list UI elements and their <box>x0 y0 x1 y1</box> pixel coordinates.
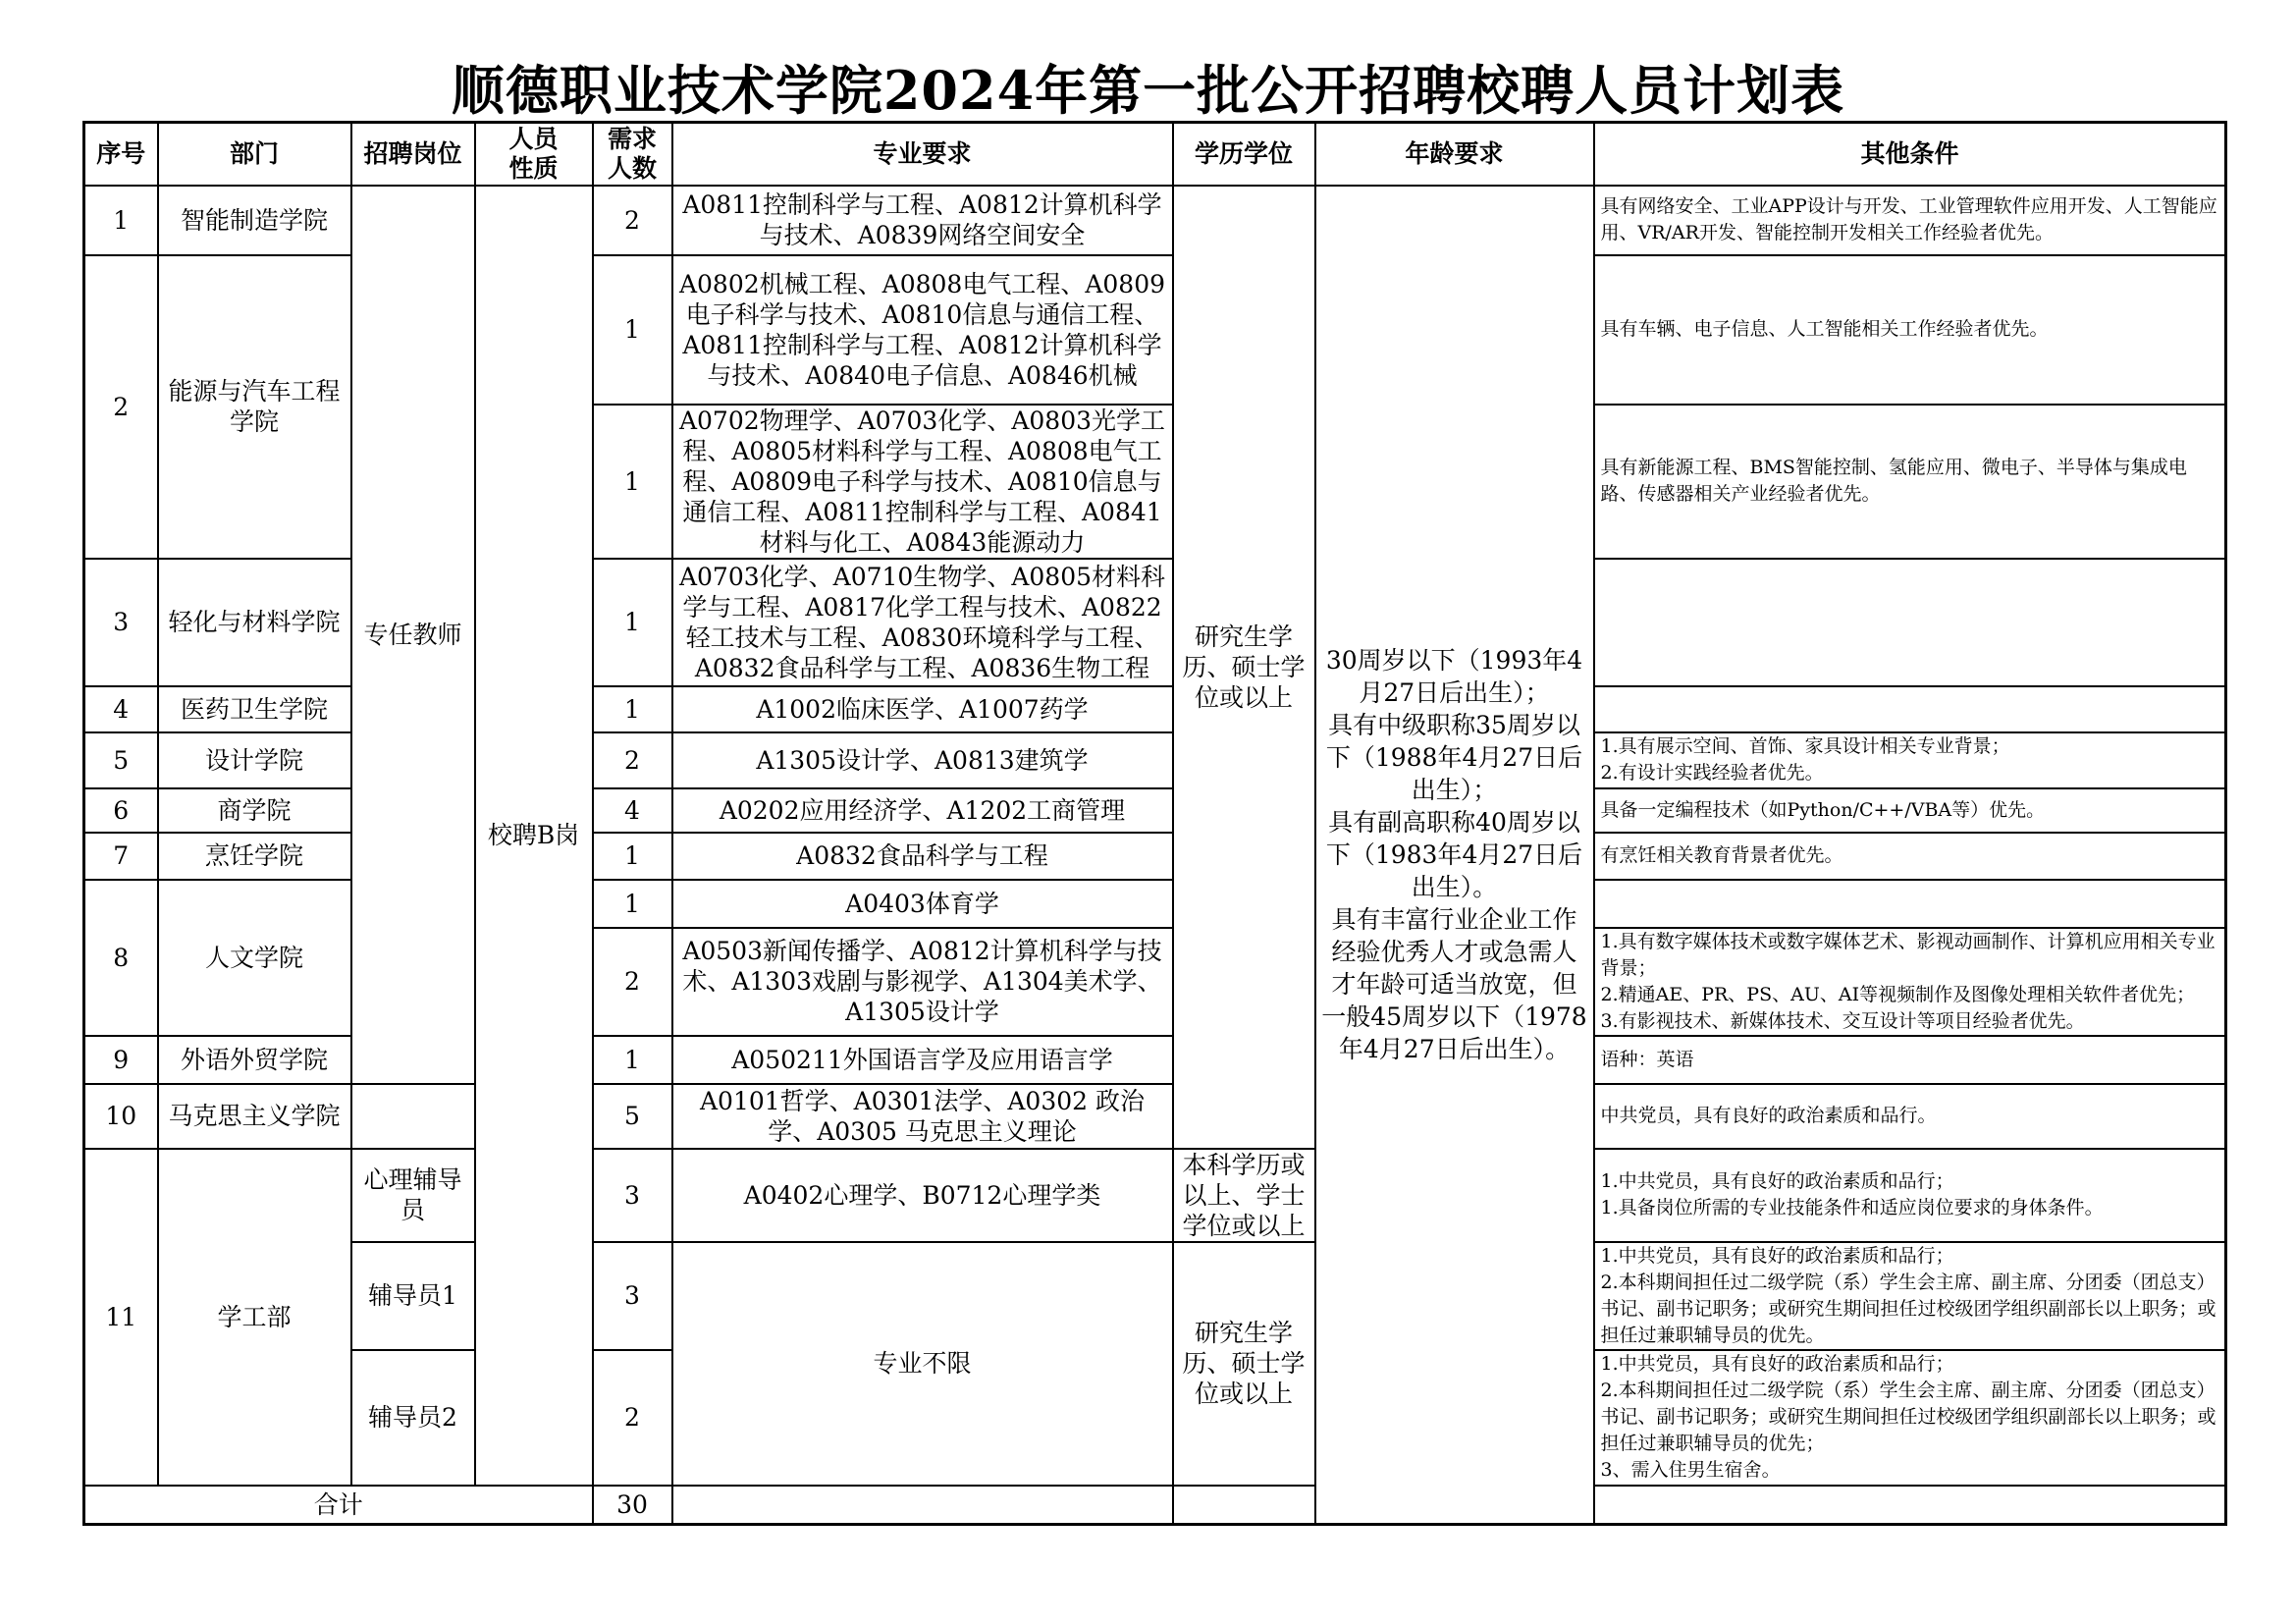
row-count: 1 <box>593 880 672 928</box>
row-other: 1.中共党员，具有良好的政治素质和品行； 2.本科期间担任过二级学院（系）学生会主席、副主席、分团委（团总支）书记、副书记职务；或研究生期间担任过校级团学组织副部长以上职务；或担任过兼职辅导员的优先； 3、需入住男生宿舍。 <box>1594 1350 2226 1486</box>
row-dept: 智能制造学院 <box>158 186 351 255</box>
row-major: A1002临床医学、A1007药学 <box>672 686 1173 732</box>
personnel-nature: 校聘B岗 <box>475 186 593 1486</box>
row-count: 2 <box>593 1350 672 1486</box>
row-count: 1 <box>593 686 672 732</box>
row-count: 2 <box>593 732 672 788</box>
row-other: 具有车辆、电子信息、人工智能相关工作经验者优先。 <box>1594 255 2226 405</box>
table-row <box>84 186 2226 255</box>
row-count: 1 <box>593 405 672 559</box>
row-dept: 医药卫生学院 <box>158 686 351 732</box>
row-count: 3 <box>593 1242 672 1350</box>
row-other: 语种：英语 <box>1594 1036 2226 1084</box>
row-major: A0202应用经济学、A1202工商管理 <box>672 788 1173 833</box>
row-dept: 外语外贸学院 <box>158 1036 351 1084</box>
row-count: 1 <box>593 255 672 405</box>
recruitment-plan-table <box>82 121 2227 1526</box>
header-major: 专业要求 <box>672 123 1173 186</box>
table-row <box>84 1084 2226 1149</box>
row-dept: 设计学院 <box>158 732 351 788</box>
row-no: 4 <box>84 686 158 732</box>
row-count: 1 <box>593 1036 672 1084</box>
total-age-empty <box>1594 1486 2226 1525</box>
row-dept: 轻化与材料学院 <box>158 559 351 686</box>
table-row <box>84 1149 2226 1242</box>
page-title: 顺德职业技术学院2024年第一批公开招聘校聘人员计划表 <box>451 59 1845 122</box>
edu-requirement-grad-2: 研究生学历、硕士学位或以上 <box>1173 1242 1315 1486</box>
header-post: 招聘岗位 <box>351 123 475 186</box>
row-post: 心理辅导员 <box>351 1149 475 1242</box>
row-major: A0832食品科学与工程 <box>672 833 1173 880</box>
row-count: 1 <box>593 833 672 880</box>
row-no: 11 <box>84 1149 158 1486</box>
header-dept: 部门 <box>158 123 351 186</box>
row-count: 4 <box>593 788 672 833</box>
total-count: 30 <box>593 1486 672 1525</box>
row-count: 2 <box>593 186 672 255</box>
header-edu: 学历学位 <box>1173 123 1315 186</box>
row-dept: 马克思主义学院 <box>158 1084 351 1149</box>
header-row <box>84 123 2226 186</box>
row-no: 2 <box>84 255 158 559</box>
total-edu-empty <box>1173 1486 1315 1525</box>
header-nature: 人员 性质 <box>475 123 593 186</box>
row-other: 1.中共党员，具有良好的政治素质和品行； 1.具备岗位所需的专业技能条件和适应岗位要求的身体条件。 <box>1594 1149 2226 1242</box>
row-count: 3 <box>593 1149 672 1242</box>
row-major-unlimited: 专业不限 <box>672 1242 1173 1486</box>
edu-requirement-undergrad: 本科学历或以上、学士学位或以上 <box>1173 1149 1315 1242</box>
header-no: 序号 <box>84 123 158 186</box>
row-other <box>1594 686 2226 732</box>
row-major: A0101哲学、A0301法学、A0302 政治学、A0305 马克思主义理论 <box>672 1084 1173 1149</box>
edu-requirement-grad: 研究生学历、硕士学位或以上 <box>1173 186 1315 1149</box>
row-dept: 能源与汽车工程学院 <box>158 255 351 559</box>
row-no: 5 <box>84 732 158 788</box>
row-major: A0503新闻传播学、A0812计算机科学与技术、A1303戏剧与影视学、A1304美术学、A1305设计学 <box>672 928 1173 1036</box>
row-dept: 商学院 <box>158 788 351 833</box>
row-other: 具有网络安全、工业APP设计与开发、工业管理软件应用开发、人工智能应用、VR/AR开发、智能控制开发相关工作经验者优先。 <box>1594 186 2226 255</box>
row-count: 1 <box>593 559 672 686</box>
row-dept: 人文学院 <box>158 880 351 1036</box>
row-other: 具有新能源工程、BMS智能控制、氢能应用、微电子、半导体与集成电路、传感器相关产业经验者优先。 <box>1594 405 2226 559</box>
row-no: 3 <box>84 559 158 686</box>
row-major: A0802机械工程、A0808电气工程、A0809电子科学与技术、A0810信息与通信工程、A0811控制科学与工程、A0812计算机科学与技术、A0840电子信息、A0846机械 <box>672 255 1173 405</box>
total-major-empty <box>672 1486 1173 1525</box>
total-row <box>84 1486 2226 1525</box>
row-no: 6 <box>84 788 158 833</box>
row-post: 辅导员2 <box>351 1350 475 1486</box>
post-empty <box>351 1084 475 1149</box>
row-major: A0703化学、A0710生物学、A0805材料科学与工程、A0817化学工程与技术、A0822轻工技术与工程、A0830环境科学与工程、A0832食品科学与工程、A0836生物工程 <box>672 559 1173 686</box>
row-no: 8 <box>84 880 158 1036</box>
row-major: A0811控制科学与工程、A0812计算机科学与技术、A0839网络空间安全 <box>672 186 1173 255</box>
row-major: A1305设计学、A0813建筑学 <box>672 732 1173 788</box>
row-other: 1.具有数字媒体技术或数字媒体艺术、影视动画制作、计算机应用相关专业背景； 2.精通AE、PR、PS、AU、AI等视频制作及图像处理相关软件者优先； 3.有影视技术、新媒体技术、交互设计等项目经验者优先。 <box>1594 928 2226 1036</box>
row-no: 9 <box>84 1036 158 1084</box>
row-other <box>1594 880 2226 928</box>
row-dept: 烹饪学院 <box>158 833 351 880</box>
row-count: 5 <box>593 1084 672 1149</box>
row-other: 有烹饪相关教育背景者优先。 <box>1594 833 2226 880</box>
row-major: A050211外国语言学及应用语言学 <box>672 1036 1173 1084</box>
row-other: 中共党员，具有良好的政治素质和品行。 <box>1594 1084 2226 1149</box>
header-count: 需求 人数 <box>593 123 672 186</box>
row-count: 2 <box>593 928 672 1036</box>
row-other: 1.中共党员，具有良好的政治素质和品行； 2.本科期间担任过二级学院（系）学生会主席、副主席、分团委（团总支）书记、副书记职务；或研究生期间担任过校级团学组织副部长以上职务；或担任过兼职辅导员的优先。 <box>1594 1242 2226 1350</box>
row-no: 1 <box>84 186 158 255</box>
row-other: 1.具有展示空间、首饰、家具设计相关专业背景； 2.有设计实践经验者优先。 <box>1594 732 2226 788</box>
row-other <box>1594 559 2226 686</box>
row-major: A0403体育学 <box>672 880 1173 928</box>
row-other: 具备一定编程技术（如Python/C++/VBA等）优先。 <box>1594 788 2226 833</box>
age-requirement: 30周岁以下（1993年4月27日后出生）； 具有中级职称35周岁以下（1988年4月27日后出生）； 具有副高职称40周岁以下（1983年4月27日后出生）。 具有丰富行业企业工作经验优秀人才或急需人才年龄可适当放宽，但一般45周岁以下（1978年4月27日后出生）。 <box>1315 186 1594 1525</box>
row-dept: 学工部 <box>158 1149 351 1486</box>
post-teacher: 专任教师 <box>351 186 475 1084</box>
row-post: 辅导员1 <box>351 1242 475 1350</box>
row-major: A0402心理学、B0712心理学类 <box>672 1149 1173 1242</box>
row-no: 7 <box>84 833 158 880</box>
total-label: 合计 <box>84 1486 593 1525</box>
header-other: 其他条件 <box>1594 123 2226 186</box>
row-no: 10 <box>84 1084 158 1149</box>
table-row <box>84 1242 2226 1350</box>
header-age: 年龄要求 <box>1315 123 1594 186</box>
row-major: A0702物理学、A0703化学、A0803光学工程、A0805材料科学与工程、A0808电气工程、A0809电子科学与技术、A0810信息与通信工程、A0811控制科学与工程、A0841材料与化工、A0843能源动力 <box>672 405 1173 559</box>
